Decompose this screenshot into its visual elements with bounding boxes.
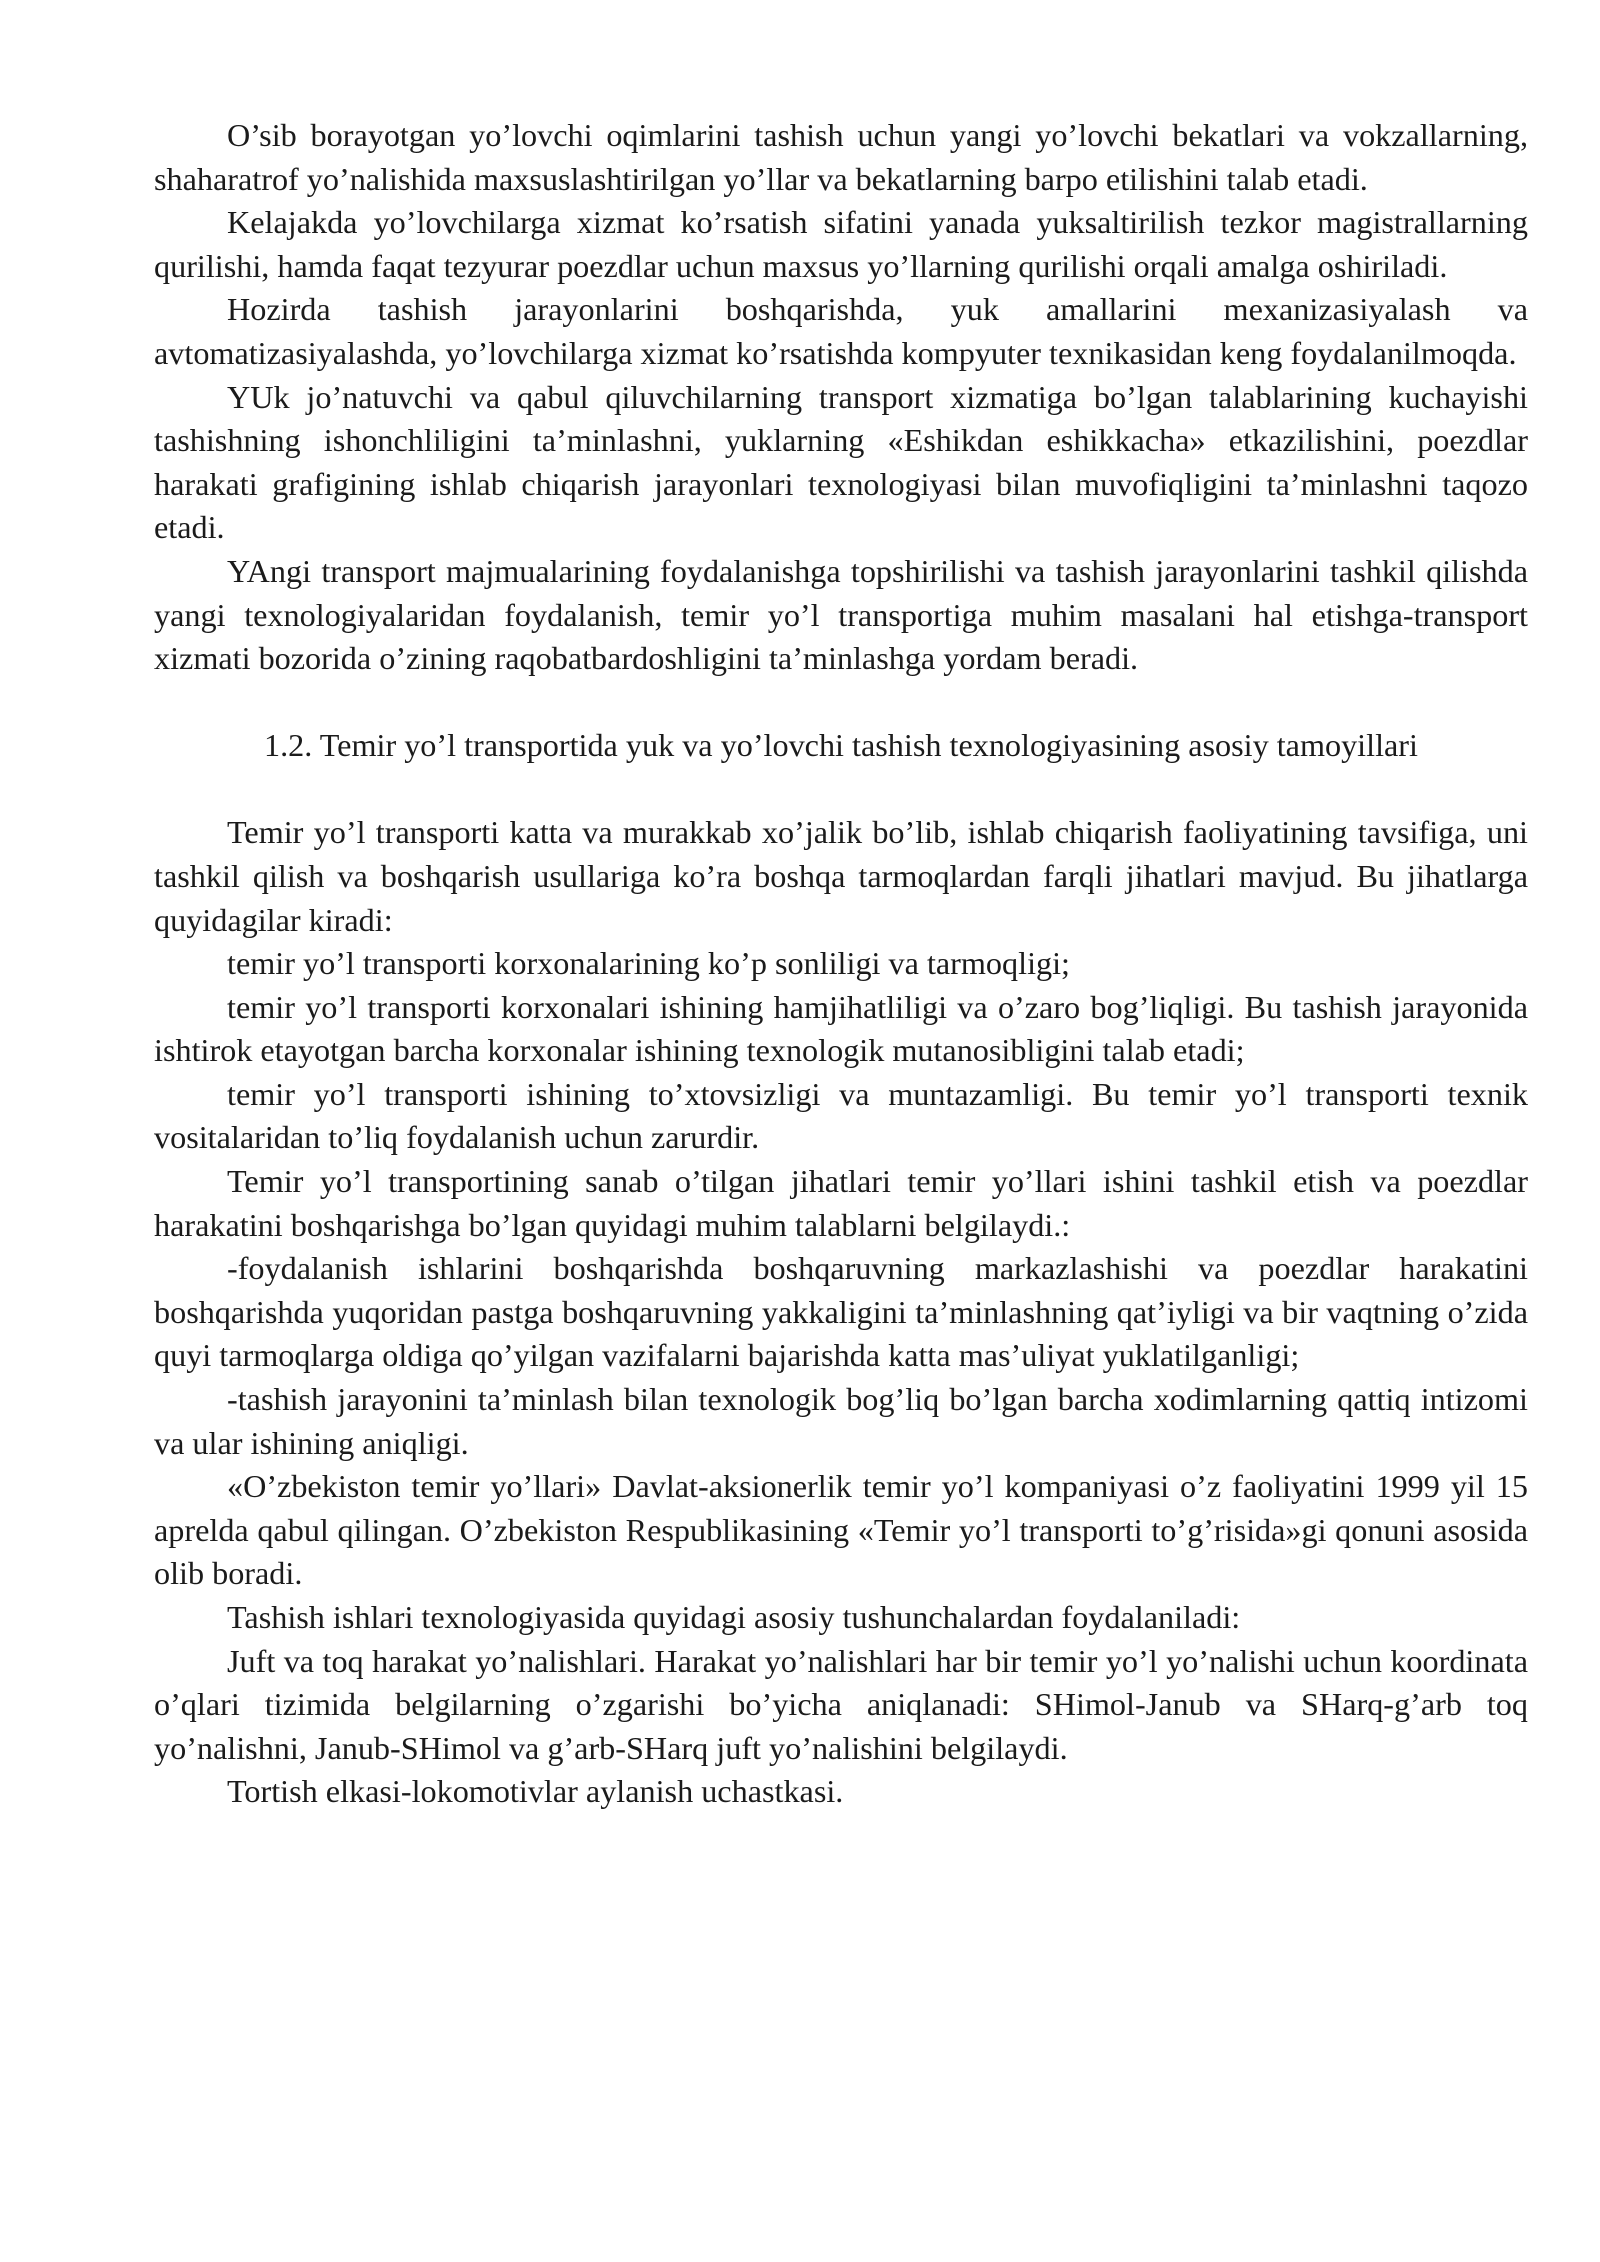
paragraph-high-speed-lines: Kelajakda yo’lovchilarga xizmat ko’rsatish sifatini yanada yuksaltirilish tezkor magistrallarning qurilishi, hamda faqat tezyurar poezdlar uchun maxsus yo’llarning qurilishi orqali amalga oshiriladi. — [154, 204, 1528, 284]
paragraph-basic-concepts: Tashish ishlari texnologiyasida quyidagi asosiy tushunchalardan foydalaniladi: — [227, 1599, 1241, 1635]
paragraph-new-transport-complexes: YAngi transport majmualarining foydalanishga topshirilishi va tashish jarayonlarini tashkil qilishda yangi texnologiyalaridan foydalanish, temir yo’l transportiga muhim masalani hal etishga-transport xizmati bozorida o’zining raqobatbardoshligini ta’minlashga yordam beradi. — [154, 552, 1528, 677]
paragraph-computer-technology: Hozirda tashish jarayonlarini boshqarishda, yuk amallarini mexanizasiyalash va avtomatizasiyalashda, yo’lovchilarga xizmat ko’rsatishda kompyuter texnikasidan keng foydalanilmoqda. — [154, 291, 1528, 371]
paragraph-uzbekistan-railways: «O’zbekiston temir yo’llari» Davlat-aksionerlik temir yo’l kompaniyasi o’z faoliyatini 1999 yil 15 aprelda qabul qilingan. O’zbekiston Respublikasining «Temir yo’l transporti to’g’risida»gi qonuni asosida olib boradi. — [154, 1468, 1528, 1592]
document-page — [154, 114, 1528, 1814]
list-item-strict-discipline: -tashish jarayonini ta’minlash bilan texnologik bog’liq bo’lgan barcha xodimlarning qattiq intizomi va ular ishining aniqligi. — [154, 1381, 1528, 1461]
list-item-centralized-management: -foydalanish ishlarini boshqarishda boshqaruvning markazlashishi va poezdlar harakatini boshqarishda yuqoridan pastga boshqaruvning yakkaligini ta’minlashning qat’iyligi va bir vaqtning o’zida quyi tarmoqlarga oldiga qo’yilgan vazifalarni bajarishda katta mas’uliyat yuklatilganligi; — [154, 1250, 1528, 1374]
list-item-continuity: temir yo’l transporti ishining to’xtovsizligi va muntazamligi. Bu temir yo’l transporti texnik vositalaridan to’liq foydalanish uchun zarurdir. — [154, 1075, 1528, 1156]
paragraph-traction-shoulder: Tortish elkasi-lokomotivlar aylanish uchastkasi. — [227, 1773, 844, 1810]
paragraph-requirements-intro: Temir yo’l transportining sanab o’tilgan jihatlari temir yo’llari ishini tashkil etish va poezdlar harakatini boshqarishga bo’lgan quyidagi muhim talablarni belgilaydi.: — [154, 1163, 1528, 1243]
list-item-enterprises-count: temir yo’l transporti korxonalarining ko’p sonliligi va tarmoqligi; — [227, 945, 1070, 982]
list-item-interdependence: temir yo’l transporti korxonalari ishining hamjihatliligi va o’zaro bog’liqligi. Bu tashish jarayonida ishtirok etayotgan barcha korxonalar ishining texnologik mutanosibligini talab etadi; — [154, 988, 1528, 1069]
section-heading: 1.2. Temir yo’l transportida yuk va yo’lovchi tashish texnologiyasining asosiy tamoyillari — [264, 726, 1418, 763]
paragraph-railway-features: Temir yo’l transporti katta va murakkab xo’jalik bo’lib, ishlab chiqarish faoliyatining tavsifiga, uni tashkil qilish va boshqarish usullariga ko’ra boshqa tarmoqlardan farqli jihatlari mavjud. Bu jihatlarga quyidagilar kiradi: — [154, 814, 1528, 938]
paragraph-passenger-stations: O’sib borayotgan yo’lovchi oqimlarini tashish uchun yangi yo’lovchi bekatlari va vokzallarning, shaharatrof yo’nalishida maxsuslashtirilgan yo’llar va bekatlarning barpo etilishini talab etadi. — [154, 117, 1528, 197]
paragraph-shipper-requirements: YUk jo’natuvchi va qabul qiluvchilarning transport xizmatiga bo’lgan talablarining kuchayishi tashishning ishonchliligini ta’minlashni, yuklarning «Eshikdan eshikkacha» etkazilishini, poezdlar harakati grafigining ishlab chiqarish jarayonlari texnologiyasi bilan muvofiqligini ta’minlashni taqozo etadi. — [154, 378, 1528, 546]
paragraph-traffic-directions: Juft va toq harakat yo’nalishlari. Harakat yo’nalishlari har bir temir yo’l yo’nalishi uchun koordinata o’qlari tizimida belgilarning o’zgarishi bo’yicha aniqlanadi: SHimol-Janub va SHarq-g’arb toq yo’nalishni, Janub-SHimol va g’arb-SHarq juft yo’nalishini belgilaydi. — [154, 1642, 1528, 1766]
